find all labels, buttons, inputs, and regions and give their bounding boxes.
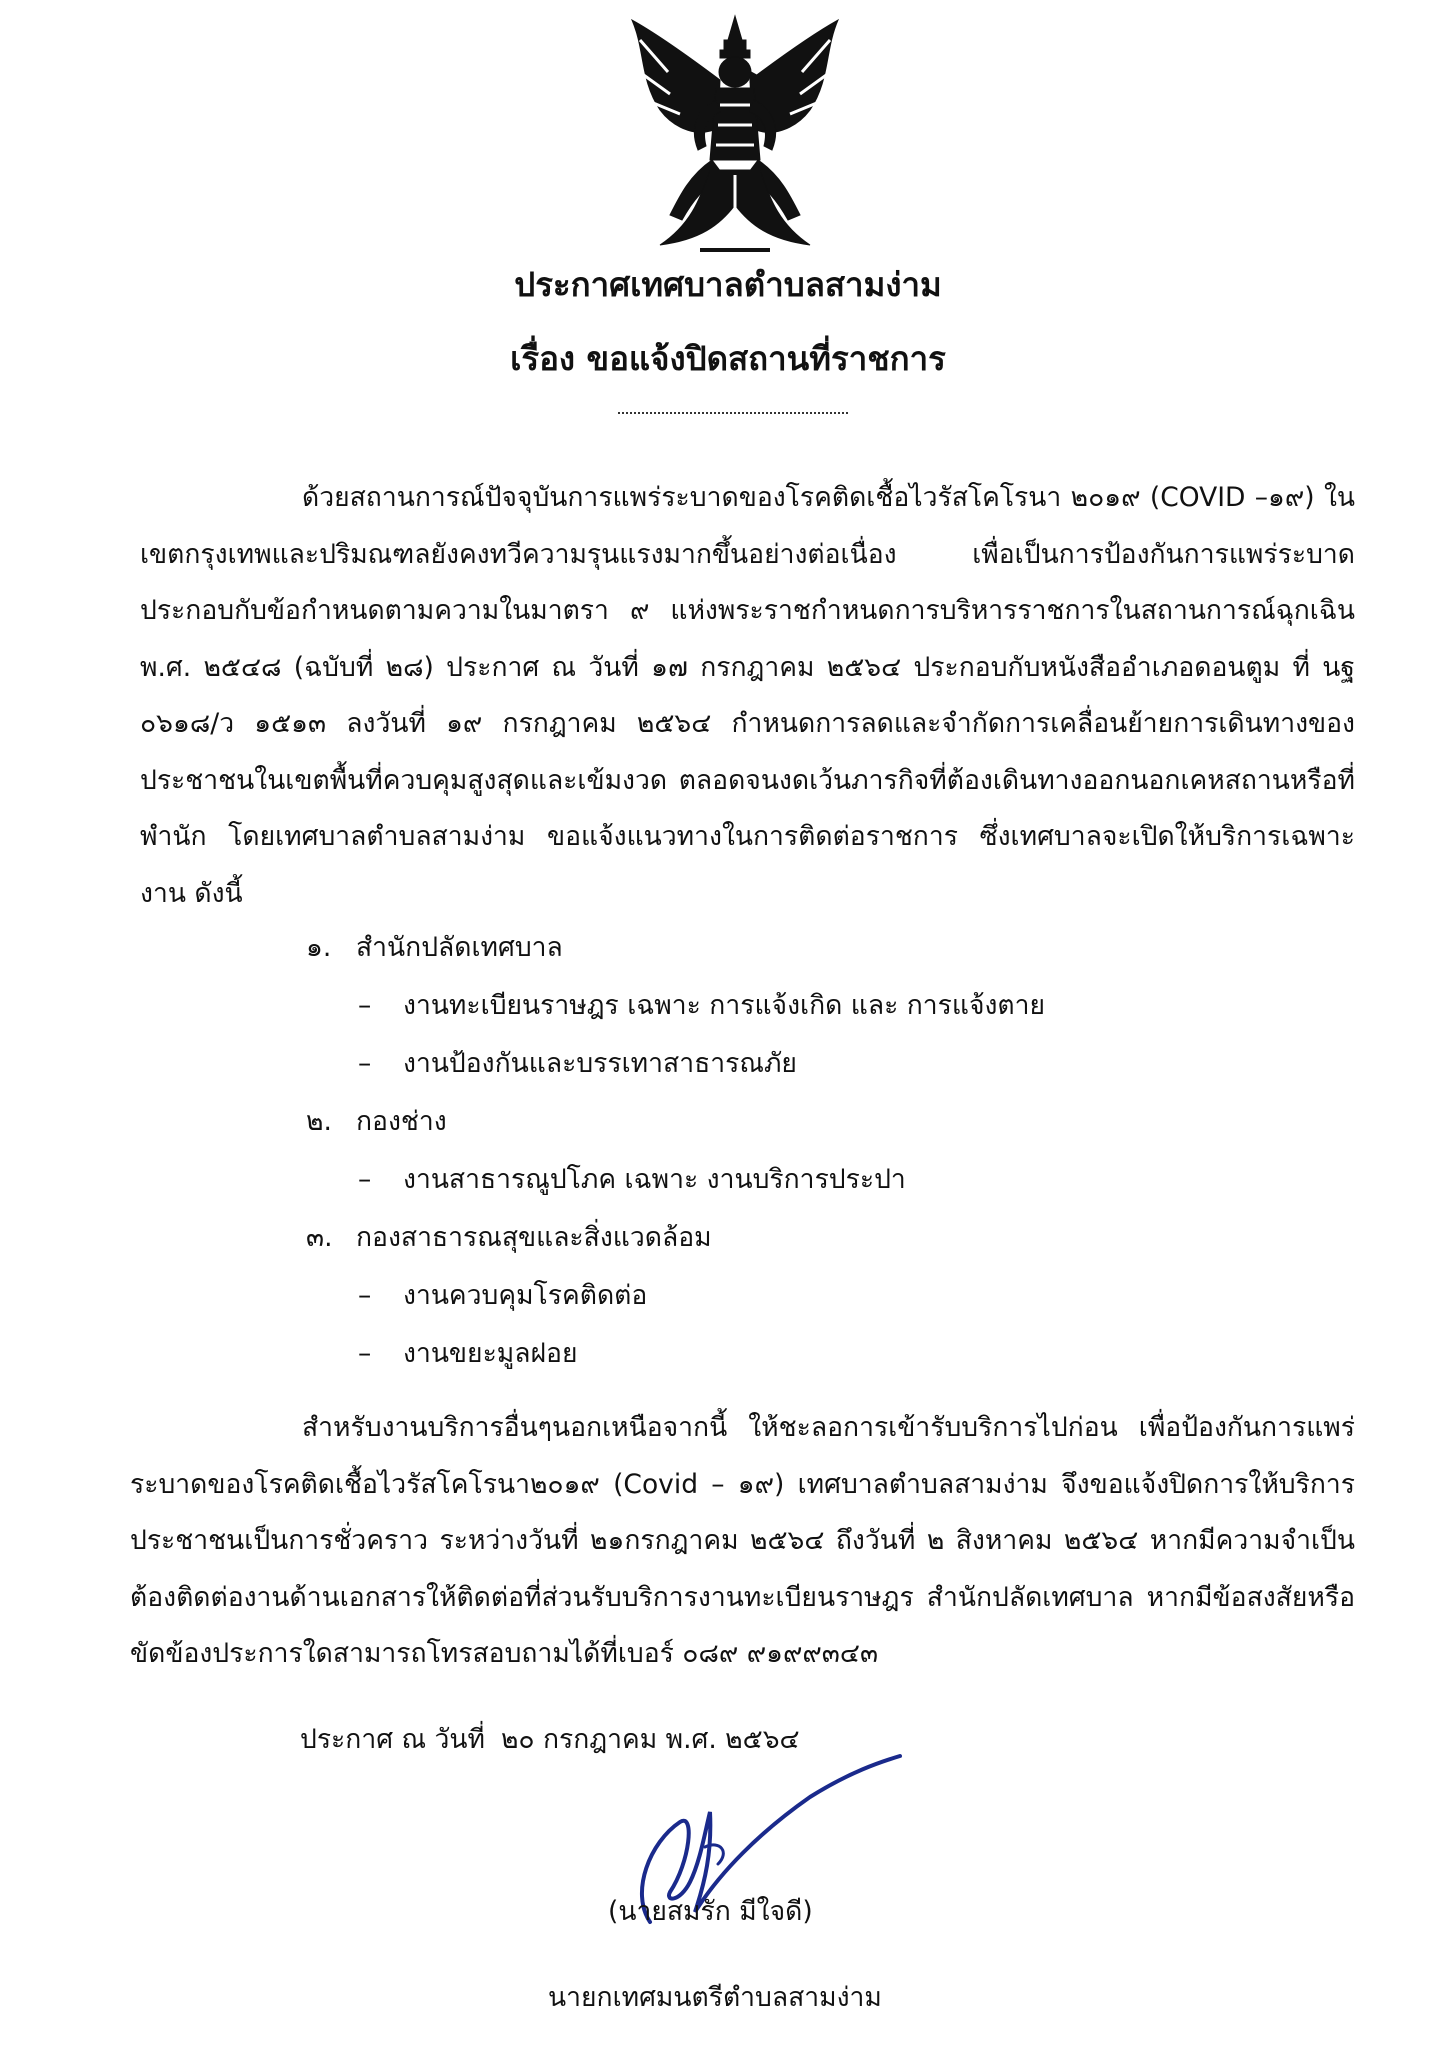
section-number: ๑. <box>306 932 332 963</box>
section-name: กองสาธารณสุขและสิ่งแวดล้อม <box>356 1222 712 1253</box>
signatory-name: (นายสมรัก มีใจดี) <box>608 1896 813 1927</box>
section-number: ๓. <box>306 1222 333 1253</box>
list-item <box>358 1042 797 1084</box>
document-subject: เรื่อง ขอแจ้งปิดสถานที่ราชการ <box>510 339 946 378</box>
list-item-text: งานควบคุมโรคติดต่อ <box>403 1280 648 1311</box>
section-2 <box>306 1100 447 1142</box>
section-name: สำนักปลัดเทศบาล <box>356 932 563 963</box>
dash-marker: – <box>358 1048 372 1079</box>
list-item-text: งานสาธารณูปโภค เฉพาะ งานบริการประปา <box>403 1164 906 1195</box>
body-paragraph-2: สำหรับงานบริการอื่นๆนอกเหนือจากนี้ ให้ชะลอการเข้ารับบริการไปก่อน เพื่อป้องกันการแพร่ระบาดของโรคติดเชื้อไวรัสโคโรนา๒๐๑๙ (Covid – ๑๙) เทศบาลตำบลสามง่าม จึงขอแจ้งปิดการให้บริการประชาชนเป็นการชั่วคราว ระหว่างวันที่ ๒๑กรกฎาคม ๒๕๖๔ ถึงวันที่ ๒ สิงหาคม ๒๕๖๔ หากมีความจำเป็นต้องติดต่องานด้านเอกสารให้ติดต่อที่ส่วนรับบริการงานทะเบียนราษฎร สำนักปลัดเทศบาล หากมีข้อสงสัยหรือขัดข้องประการใดสามารถโทรสอบถามได้ที่เบอร์ ๐๘๙ ๙๑๙๙๓๔๓ <box>130 1412 1355 1669</box>
list-item <box>358 1332 578 1374</box>
announcement-date: ๒๐ กรกฎาคม พ.ศ. ๒๕๖๔ <box>500 1724 800 1755</box>
signatory-position: นายกเทศมนตรีตำบลสามง่าม <box>548 1982 882 2013</box>
section-1 <box>306 926 563 968</box>
dash-marker: – <box>358 1338 372 1369</box>
document-title: ประกาศเทศบาลตำบลสามง่าม <box>514 265 942 304</box>
section-3 <box>306 1216 712 1258</box>
dash-marker: – <box>358 1280 372 1311</box>
body-paragraph-1: ด้วยสถานการณ์ปัจจุบันการแพร่ระบาดของโรคติดเชื้อไวรัสโคโรนา ๒๐๑๙ (COVID –๑๙) ในเขตกรุงเทพและปริมณฑลยังคงทวีความรุนแรงมากขึ้นอย่างต่อเนื่อง เพื่อเป็นการป้องกันการแพร่ระบาด ประกอบกับข้อกำหนดตามความในมาตรา ๙ แห่งพระราชกำหนดการบริหารราชการในสถานการณ์ฉุกเฉิน พ.ศ. ๒๕๔๘ (ฉบับที่ ๒๘) ประกาศ ณ วันที่ ๑๗ กรกฎาคม ๒๕๖๔ ประกอบกับหนังสืออำเภอดอนตูม ที่ นฐ ๐๖๑๘/ว ๑๕๑๓ ลงวันที่ ๑๙ กรกฎาคม ๒๕๖๔ กำหนดการลดและจำกัดการเคลื่อนย้ายการเดินทางของประชาชนในเขตพื้นที่ควบคุมสูงสุดและเข้มงวด ตลอดจนงดเว้นภารกิจที่ต้องเดินทางออกนอกเคหสถานหรือที่พำนัก โดยเทศบาลตำบลสามง่าม ขอแจ้งแนวทางในการติดต่อราชการ ซึ่งเทศบาลจะเปิดให้บริการเฉพาะงาน ดังนี้ <box>140 482 1355 909</box>
list-item-text: งานทะเบียนราษฎร เฉพาะ การแจ้งเกิด และ การแจ้งตาย <box>403 990 1046 1021</box>
section-number: ๒. <box>306 1106 332 1137</box>
list-item-text: งานขยะมูลฝอย <box>403 1338 578 1369</box>
announcement-prefix: ประกาศ ณ วันที่ <box>300 1724 485 1755</box>
section-name: กองช่าง <box>356 1106 447 1137</box>
list-item <box>358 1158 906 1200</box>
list-item <box>358 984 1045 1026</box>
dash-marker: – <box>358 1164 372 1195</box>
title-divider <box>618 412 848 414</box>
list-item <box>358 1274 647 1316</box>
dash-marker: – <box>358 990 372 1021</box>
garuda-emblem-icon <box>620 10 850 260</box>
list-item-text: งานป้องกันและบรรเทาสาธารณภัย <box>403 1048 797 1079</box>
